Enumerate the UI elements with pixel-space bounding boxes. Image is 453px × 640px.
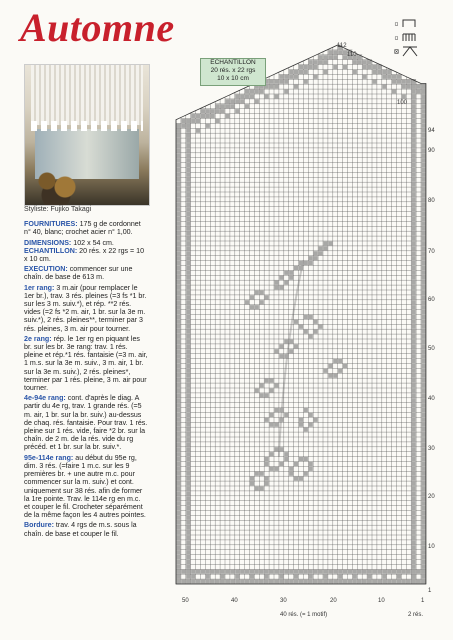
row-label: 50 <box>428 346 435 352</box>
text-block <box>24 284 148 333</box>
row-label: 1 <box>428 588 432 594</box>
sample-box-gauge: 20 rés. x 22 rgs <box>210 67 256 74</box>
block-body: 175 g de cordonnet n° 40, blanc; crochet acier n° 1,00. <box>24 220 141 237</box>
legend-row-empty <box>394 16 418 30</box>
block-body: cont. d'après le diag. A partir du 4e rg, trav. 1 grande rés. (=5 m. air, 1 br. sur la br. suiv.) au-dessus de chaq. rés. fantaisie. Pour trav. 1 rés. pleine sur 1 rés. vide, faire *2 br. sur la chaîn. de 2 m. de la rés. vide du rg précéd. et 1 br. sur la br. suiv.*. <box>24 394 148 452</box>
block-body: 102 x 54 cm. <box>71 238 114 247</box>
text-block <box>24 265 148 281</box>
product-photo <box>24 64 150 206</box>
column-label: 30 <box>280 598 287 604</box>
block-heading: 95e-114e rang: <box>24 453 74 462</box>
block-body: au début du 95e rg, dim. 3 rés. (=faire 1 m.c. sur les 9 premières br. + une autre m.c. pour commencer sur la m. suiv.) et cont. uniquement sur 38 rés. afin de former la 1re pointe. Trav. le 114e rg en m.c. et couper le fil. Crocheter séparément de la même façon les 4 autres pointes. <box>24 453 146 520</box>
text-block <box>24 394 148 451</box>
column-label: 20 <box>330 598 337 604</box>
photo-curtain <box>31 65 143 125</box>
block-heading: 2e rang: <box>24 334 52 343</box>
sample-box-size: 10 x 10 cm <box>217 75 249 82</box>
page-title: Automne <box>20 5 175 50</box>
legend-row-filled <box>394 30 418 44</box>
top-row-label: 110 <box>347 52 357 58</box>
text-block <box>24 239 148 264</box>
open-mesh-icon <box>402 18 416 28</box>
row-label: 40 <box>428 396 435 402</box>
block-heading: Bordure: <box>24 521 54 530</box>
photo-curtain-edge <box>31 121 143 131</box>
row-label: 94 <box>428 128 435 134</box>
row-label: 10 <box>428 544 435 550</box>
column-label: 40 <box>231 598 238 604</box>
block-stitch-icon <box>402 32 418 42</box>
block-heading: EXECUTION: <box>24 265 68 274</box>
row-label: 30 <box>428 446 435 452</box>
block-body: 20 rés. x 22 rgs = 10 x 10 cm. <box>24 246 145 264</box>
instructions-text <box>24 206 148 540</box>
sample-box-title: ECHANTILLON <box>210 59 256 66</box>
block-heading: 4e-94e rang: <box>24 394 66 403</box>
column-label: 1 <box>421 598 425 604</box>
block-heading: 1er rang: <box>24 283 55 292</box>
text-block <box>24 335 148 392</box>
motif-width-label: 40 rés. (= 1 motif) <box>280 612 328 618</box>
row-label: 70 <box>428 249 435 255</box>
lacet-square-icon: ⊠ <box>394 46 399 56</box>
top-row-label: 100 <box>397 100 408 106</box>
row-label: 60 <box>428 297 435 303</box>
text-block <box>24 521 148 537</box>
stylist-credit: Styliste: Fujiko Takagi <box>24 206 92 213</box>
row-label: 80 <box>428 198 435 204</box>
block-body: rép. le 1er rg en piquant les br. sur les br. 3e rang: trav. 1 rés. pleine et rép.*1 rés. fantaisie (=3 m. air, 1 m.s. sur la 3e m. suiv., 3 m. air, 1 br. sur la 3e m. suiv.), 2 rés. pleines*, terminer par 1 rés. pleine, 3 m. air pour tourner. <box>24 334 148 393</box>
text-block <box>24 454 148 520</box>
block-heading: DIMENSIONS: <box>24 238 72 247</box>
crochet-chart <box>175 44 427 585</box>
top-row-label: 112 <box>337 43 347 49</box>
photo-flowers <box>29 165 89 205</box>
empty-square-icon: ▫ <box>394 18 399 28</box>
row-label: 90 <box>428 148 435 154</box>
row-label: 20 <box>428 494 435 500</box>
block-body: 3 m.air (pour remplacer le 1er br.), trav. 3 rés. pleines (=3 fs *1 br. sur les 3 m. suiv.*), et rép. **2 rés. vides (=2 fs *2 m. air, 1 br. sur la 3e m. suiv.*), 2 rés. pleines**, terminer par 3 rés. pleines, 3 m. air pour tourner. <box>24 283 147 333</box>
filled-mesh-icon: ▫ <box>394 32 399 42</box>
text-block <box>24 220 148 236</box>
block-body: commencer sur une chaîn. de base de 613 m. <box>24 265 133 282</box>
sample-box <box>200 58 266 86</box>
column-label: 50 <box>182 598 189 604</box>
edge-width-label: 2 rés. <box>408 612 424 618</box>
block-body: trav. 4 rgs de m.s. sous la chaîn. de base et couper le fil. <box>24 521 137 538</box>
column-label: 10 <box>378 598 385 604</box>
block-heading: ECHANTILLON: <box>24 246 78 255</box>
block-heading: FOURNITURES: <box>24 220 78 229</box>
